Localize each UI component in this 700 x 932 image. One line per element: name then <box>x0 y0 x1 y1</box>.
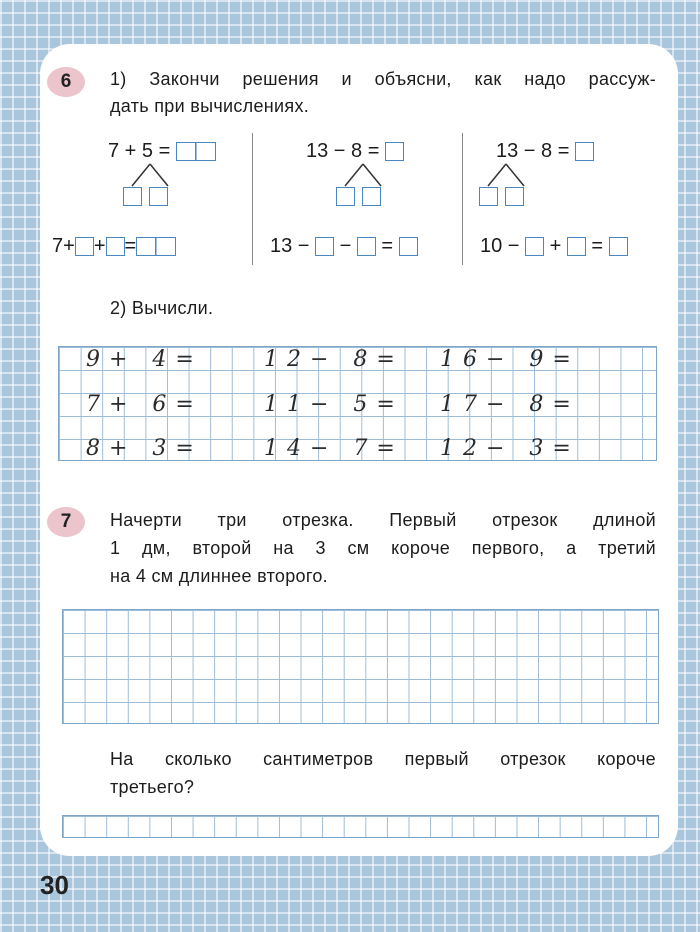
grid-expression: 8+ 3= <box>86 436 203 461</box>
col1-top-text: 7 + 5 = <box>108 140 171 162</box>
answer-box[interactable] <box>525 237 544 256</box>
page-number: 30 <box>40 870 69 900</box>
col1-bottom-expression <box>52 235 176 258</box>
column-divider <box>462 133 463 265</box>
col2-bottom-start: 13 − <box>270 235 310 257</box>
answer-box[interactable] <box>336 187 355 206</box>
grid-expression: 16− 9= <box>440 347 580 372</box>
grid-expression: 12− 8= <box>264 347 404 372</box>
col3-bottom-expression <box>480 235 628 258</box>
col2-op2: = <box>381 235 394 257</box>
answer-box[interactable] <box>399 237 418 256</box>
task-7-line1: Начерти три отрезка. Первый отрезок длиной <box>110 510 656 530</box>
task-7-line3: на 4 см длиннее второго. <box>110 566 328 586</box>
col3-decomposition-boxes <box>479 187 524 206</box>
task-6-badge <box>47 67 85 97</box>
decomposition-branch-icon <box>333 162 393 188</box>
answer-box[interactable] <box>479 187 498 206</box>
col2-bottom-expression <box>270 235 418 258</box>
answer-box[interactable] <box>106 237 125 256</box>
col2-top-text: 13 − 8 = <box>306 140 380 162</box>
col1-op1: + <box>93 235 106 257</box>
col3-top-text: 13 − 8 = <box>496 140 570 162</box>
task-7-badge <box>47 507 85 537</box>
col1-bottom-start: 7+ <box>52 235 75 257</box>
answer-box[interactable] <box>176 142 216 161</box>
answer-box[interactable] <box>505 187 524 206</box>
grid-expression: 12− 3= <box>440 436 580 461</box>
answer-box[interactable] <box>362 187 381 206</box>
task-7-number: 7 <box>60 511 72 532</box>
answer-box[interactable] <box>575 142 594 161</box>
answer-box[interactable] <box>567 237 586 256</box>
answer-box[interactable] <box>123 187 142 206</box>
answer-box[interactable] <box>75 237 94 256</box>
task-6-instruction-line2: дать при вычислениях. <box>110 96 310 116</box>
task-7-question-line2: третьего? <box>110 777 195 797</box>
col3-op1: + <box>549 235 562 257</box>
answer-box[interactable] <box>385 142 404 161</box>
task-7-line2: 1 дм, второй на 3 см короче первого, а третий <box>110 538 656 558</box>
col2-top-expression <box>306 140 404 163</box>
col1-op2: = <box>124 235 137 257</box>
col2-decomposition-boxes <box>336 187 381 206</box>
task-6-part2-label: 2) Вычисли. <box>110 298 214 318</box>
col2-op1: − <box>339 235 352 257</box>
grid-expression: 17− 8= <box>440 392 580 417</box>
grid-expression: 9+ 4= <box>86 347 203 372</box>
col3-bottom-start: 10 − <box>480 235 520 257</box>
answer-box[interactable] <box>315 237 334 256</box>
col1-decomposition-boxes <box>123 187 168 206</box>
decomposition-branch-icon <box>120 162 180 188</box>
answer-box[interactable] <box>609 237 628 256</box>
drawing-grid[interactable] <box>62 609 659 724</box>
answer-box[interactable] <box>357 237 376 256</box>
answer-box[interactable] <box>149 187 168 206</box>
answer-box[interactable] <box>136 237 176 256</box>
task-6-instruction-line1: 1) Закончи решения и объясни, как надо рассуж- <box>110 69 656 89</box>
column-divider <box>252 133 253 265</box>
col3-op2: = <box>591 235 604 257</box>
answer-strip[interactable] <box>62 815 659 838</box>
task-7-question-line1: На сколько сантиметров первый отрезок короче <box>110 749 656 769</box>
grid-expression: 14− 7= <box>264 436 404 461</box>
col1-top-expression <box>108 140 216 163</box>
grid-expression: 11− 5= <box>264 392 404 417</box>
task-6-number: 6 <box>60 71 72 92</box>
col3-top-expression <box>496 140 594 163</box>
decomposition-branch-icon <box>476 162 536 188</box>
grid-expression: 7+ 6= <box>86 392 203 417</box>
